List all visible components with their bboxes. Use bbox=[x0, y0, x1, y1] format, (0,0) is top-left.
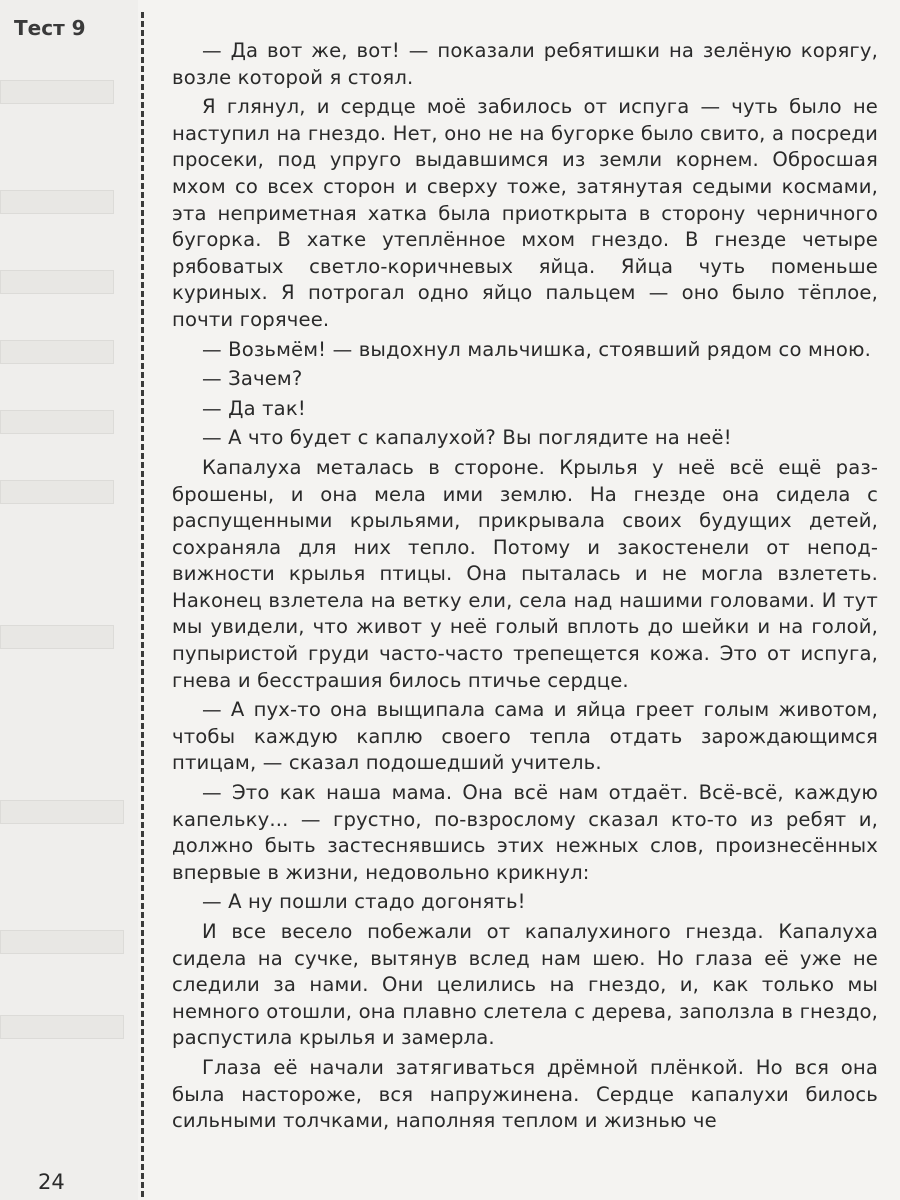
left-margin-bleed bbox=[0, 0, 138, 1200]
paragraph: И все весело побежали от капалухиного гнезда. Капалуха сидела на сучке, вытянув вслед нам шею. Но глаза её уже не следили за нами. Они целились на гнездо, и, как только мы немного отошли, она плавно слетела с дерева, заползла в гнездо, распустила крылья и замерла. bbox=[172, 920, 878, 1050]
paragraph: Капалуха металась в стороне. Крылья у неё всё ещё разброшены, и она мела ими землю. На гнезде она сидела с распущенными крыльями, прикрывала своих будущих детей, сохраняла для них тепло. Потому и закостенели от неподвижности крылья птицы. Она пыталась и не могла взлететь. Наконец взлетела на ветку ели, села над нашими головами. И тут мы увидели, что живот у неё голый вплоть до шейки и на голой, пупыристой груди часто-часто трепещется кожа. Это от испуга, гнева и бесстрашия билось птичье сердце. bbox=[172, 455, 878, 692]
page-number: 24 bbox=[38, 1170, 65, 1194]
story-text bbox=[172, 38, 878, 1138]
paragraph: — А пух-то она выщипала сама и яйца греет голым животом, чтобы каждую каплю своего тепла отдать зарождающимся птицам, — сказал подошедший учитель. bbox=[172, 698, 878, 775]
ghost-answer-grid bbox=[0, 340, 114, 364]
test-label: Тест 9 bbox=[14, 16, 86, 40]
ghost-answer-grid bbox=[0, 625, 114, 649]
paragraph: — Да вот же, вот! — показали ребятишки на зелёную корягу, возле которой я стоял. bbox=[172, 39, 878, 89]
ghost-answer-grid bbox=[0, 930, 124, 954]
ghost-answer-grid bbox=[0, 800, 124, 824]
ghost-answer-grid bbox=[0, 410, 114, 434]
paragraph: Я глянул, и сердце моё забилось от испуга — чуть было не наступил на гнездо. Нет, оно не на бугорке было свито, а посреди просеки, под упруго выдавшимся из земли корнем. Обросшая мхом со всех сторон и сверху тоже, затянутая седыми космами, эта неприметная хатка была приоткрыта в сторону черничного бугорка. В хатке утеплённое мхом гнездо. В гнезде четыре рябоватых светло-коричневых яйца. Яйца чуть поменьше куриных. Я потрогал одно яйцо пальцем — оно было тёплое, почти горячее. bbox=[172, 95, 878, 331]
ghost-answer-grid bbox=[0, 480, 114, 504]
paragraph: Глаза её начали затягиваться дрёмной плёнкой. Но вся она была настороже, вся напружинена. Сердце капалухи билось сильными толчками, наполняя теплом и жизнью че bbox=[172, 1055, 878, 1133]
paragraph: — Да так! bbox=[202, 396, 306, 420]
ghost-answer-grid bbox=[0, 80, 114, 104]
ghost-answer-grid bbox=[0, 270, 114, 294]
paragraph: — А что будет с капалухой? Вы поглядите на неё! bbox=[202, 426, 732, 450]
paragraph: — Зачем? bbox=[202, 367, 303, 391]
dashed-cut-line bbox=[141, 12, 144, 1197]
paragraph: — Возьмём! — выдохнул мальчишка, стоявший рядом со мною. bbox=[202, 337, 872, 361]
ghost-answer-grid bbox=[0, 1015, 124, 1039]
paragraph: — Это как наша мама. Она всё нам отдаёт. Всё-всё, каждую капельку... — грустно, по-взрослому сказал кто-то из ребят и, должно быть застеснявшись этих нежных слов, произнесённых впервые в жизни, недовольно крикнул: bbox=[172, 781, 878, 884]
ghost-answer-grid bbox=[0, 190, 114, 214]
paragraph: — А ну пошли стадо догонять! bbox=[202, 890, 526, 914]
